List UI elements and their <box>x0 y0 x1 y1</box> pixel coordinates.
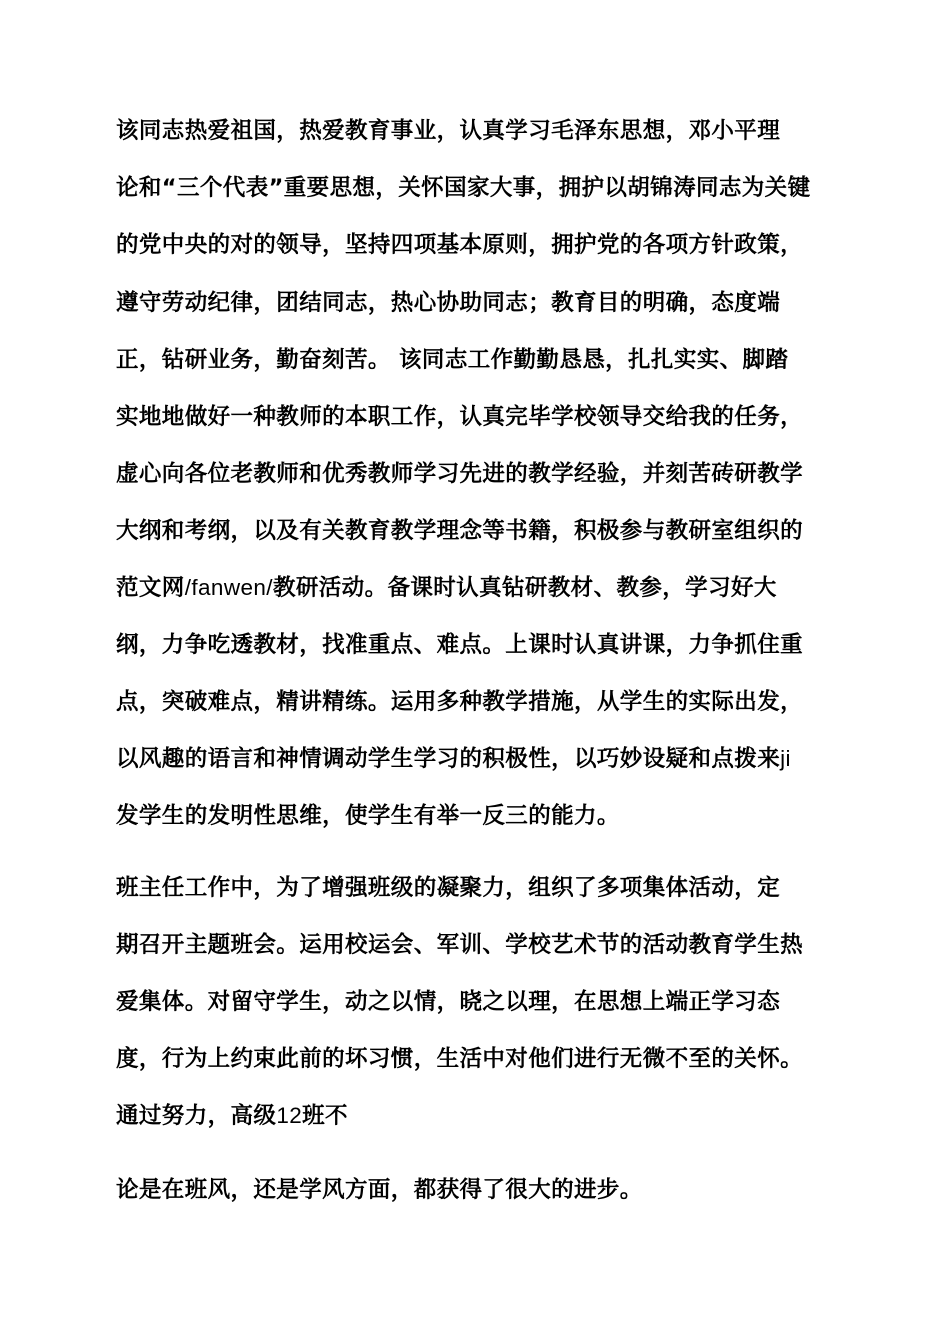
paragraph1-line-1: 该同志热爱祖国，热爱教育事业，认真学习毛泽东思想，邓小平理 <box>116 118 781 144</box>
paragraph2-line-1: 班主任工作中，为了增强班级的凝聚力，组织了多项集体活动，定 <box>116 875 781 901</box>
line-5-prefix: 通过努力，高级 <box>116 1103 277 1129</box>
line-12-ji: ji <box>780 746 791 771</box>
line-9-suffix: 教研活动。备课时认真钻研教材、教参，学习好大 <box>272 575 777 601</box>
paragraph1-line-9 <box>116 572 846 604</box>
paragraph1-line-6: 实地地做好一种教师的本职工作，认真完毕学校领导交给我的任务， <box>116 404 804 430</box>
site-name-text: 范文网 <box>116 575 185 601</box>
url-path-text: /fanwen/ <box>184 575 273 600</box>
paragraph1-line-10: 纲，力争吃透教材，找准重点、难点。上课时认真讲课，力争抓住重 <box>116 632 804 658</box>
paragraph2-line-4: 度，行为上约束此前的坏习惯，生活中对他们进行无微不至的关怀。 <box>116 1046 804 1072</box>
paragraph2-line-5 <box>116 1100 846 1132</box>
paragraph1-line-7: 虚心向各位老教师和优秀教师学习先进的教学经验，并刻苦砖研教学 <box>116 461 804 487</box>
paragraph1-line-12 <box>116 743 846 775</box>
paragraph1-line-2: 论和“三个代表”重要思想，关怀国家大事，拥护以胡锦涛同志为关键 <box>116 175 811 201</box>
paragraph1-line-5: 正，钻研业务，勤奋刻苦。 该同志工作勤勤恳恳，扎扎实实、脚踏 <box>116 347 789 373</box>
line-5-suffix: 班不 <box>302 1103 348 1129</box>
paragraph3-line-1: 论是在班风，还是学风方面，都获得了很大的进步。 <box>116 1177 643 1203</box>
paragraph2-line-2: 期召开主题班会。运用校运会、军训、学校艺术节的活动教育学生热 <box>116 932 804 958</box>
paragraph1-line-4: 遵守劳动纪律，团结同志，热心协助同志；教育目的明确，态度端 <box>116 290 781 316</box>
paragraph1-line-11: 点，突破难点，精讲精练。运用多种教学措施，从学生的实际出发， <box>116 689 804 715</box>
paragraph1-line-3: 的党中央的对的领导，坚持四项基本原则，拥护党的各项方针政策， <box>116 232 804 258</box>
paragraph1-line-13: 发学生的发明性思维，使学生有举一反三的能力。 <box>116 803 620 829</box>
class-number: 12 <box>276 1103 303 1128</box>
paragraph2-line-3: 爱集体。对留守学生，动之以情，晓之以理，在思想上端正学习态 <box>116 989 781 1015</box>
line-12-text: 以风趣的语言和神情调动学生学习的积极性，以巧妙设疑和点拨来 <box>116 746 781 772</box>
paragraph1-line-8: 大纲和考纲，以及有关教育教学理念等书籍，积极参与教研室组织的 <box>116 518 804 544</box>
